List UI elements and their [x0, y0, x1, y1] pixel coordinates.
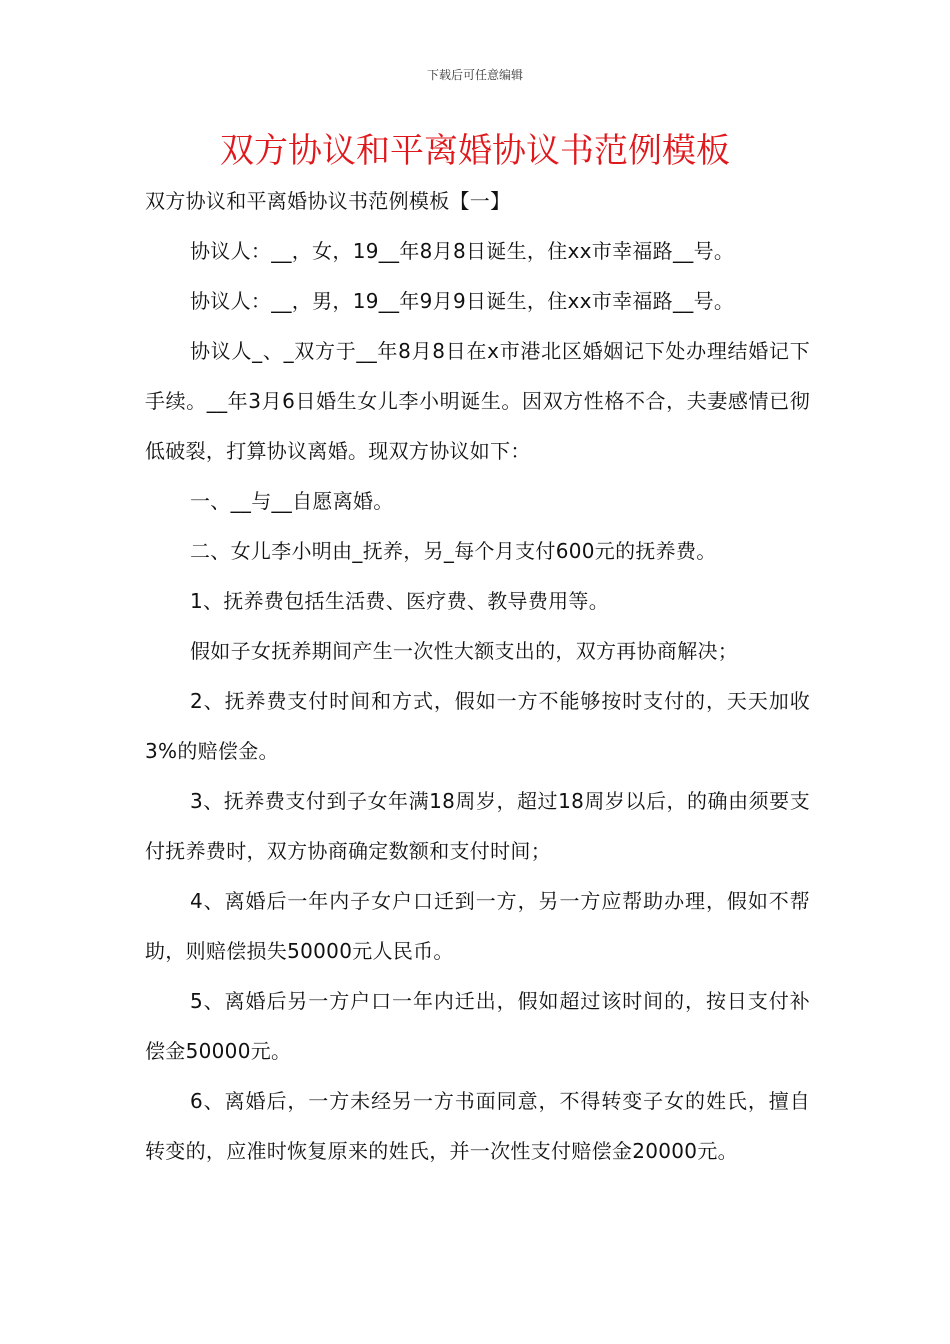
paragraph: 二、女儿李小明由_抚养，另_每个月支付600元的抚养费。: [190, 539, 717, 563]
paragraph: 协议人_、_双方于__年8月8日在x市港北区婚姻记下处办理结婚记下手续。__年3月6日婚生女儿李小明诞生。因双方性格不合，夫妻感情已彻低破裂，打算协议离婚。现双方协议如下：: [145, 339, 810, 463]
paragraph: 假如子女抚养期间产生一次性大额支出的，双方再协商解决；: [190, 639, 739, 663]
paragraph: 5、离婚后另一方户口一年内迁出，假如超过该时间的，按日支付补偿金50000元。: [145, 989, 810, 1063]
document-body: [145, 176, 810, 1176]
document-title: 双方协议和平离婚协议书范例模板: [220, 131, 730, 171]
paragraph: 2、抚养费支付时间和方式，假如一方不能够按时支付的，天天加收3%的赔偿金。: [145, 689, 810, 763]
paragraph: 协议人：__，女，19__年8月8日诞生，住xx市幸福路__号。: [190, 239, 735, 263]
paragraph: 6、离婚后，一方未经另一方书面同意，不得转变子女的姓氏，擅自转变的，应准时恢复原来的姓氏，并一次性支付赔偿金20000元。: [145, 1089, 810, 1163]
header-note: 下载后可任意编辑: [426, 68, 523, 82]
paragraph: 协议人：__，男，19__年9月9日诞生，住xx市幸福路__号。: [190, 289, 735, 313]
paragraph: 4、离婚后一年内子女户口迁到一方，另一方应帮助办理，假如不帮助，则赔偿损失50000元人民币。: [145, 889, 810, 963]
paragraph: 一、__与__自愿离婚。: [190, 489, 394, 513]
paragraph: 3、抚养费支付到子女年满18周岁，超过18周岁以后，的确由须要支付抚养费时，双方协商确定数额和支付时间；: [145, 789, 810, 863]
paragraph: 双方协议和平离婚协议书范例模板【一】: [145, 189, 511, 213]
paragraph: 1、抚养费包括生活费、医疗费、教导费用等。: [190, 589, 610, 613]
